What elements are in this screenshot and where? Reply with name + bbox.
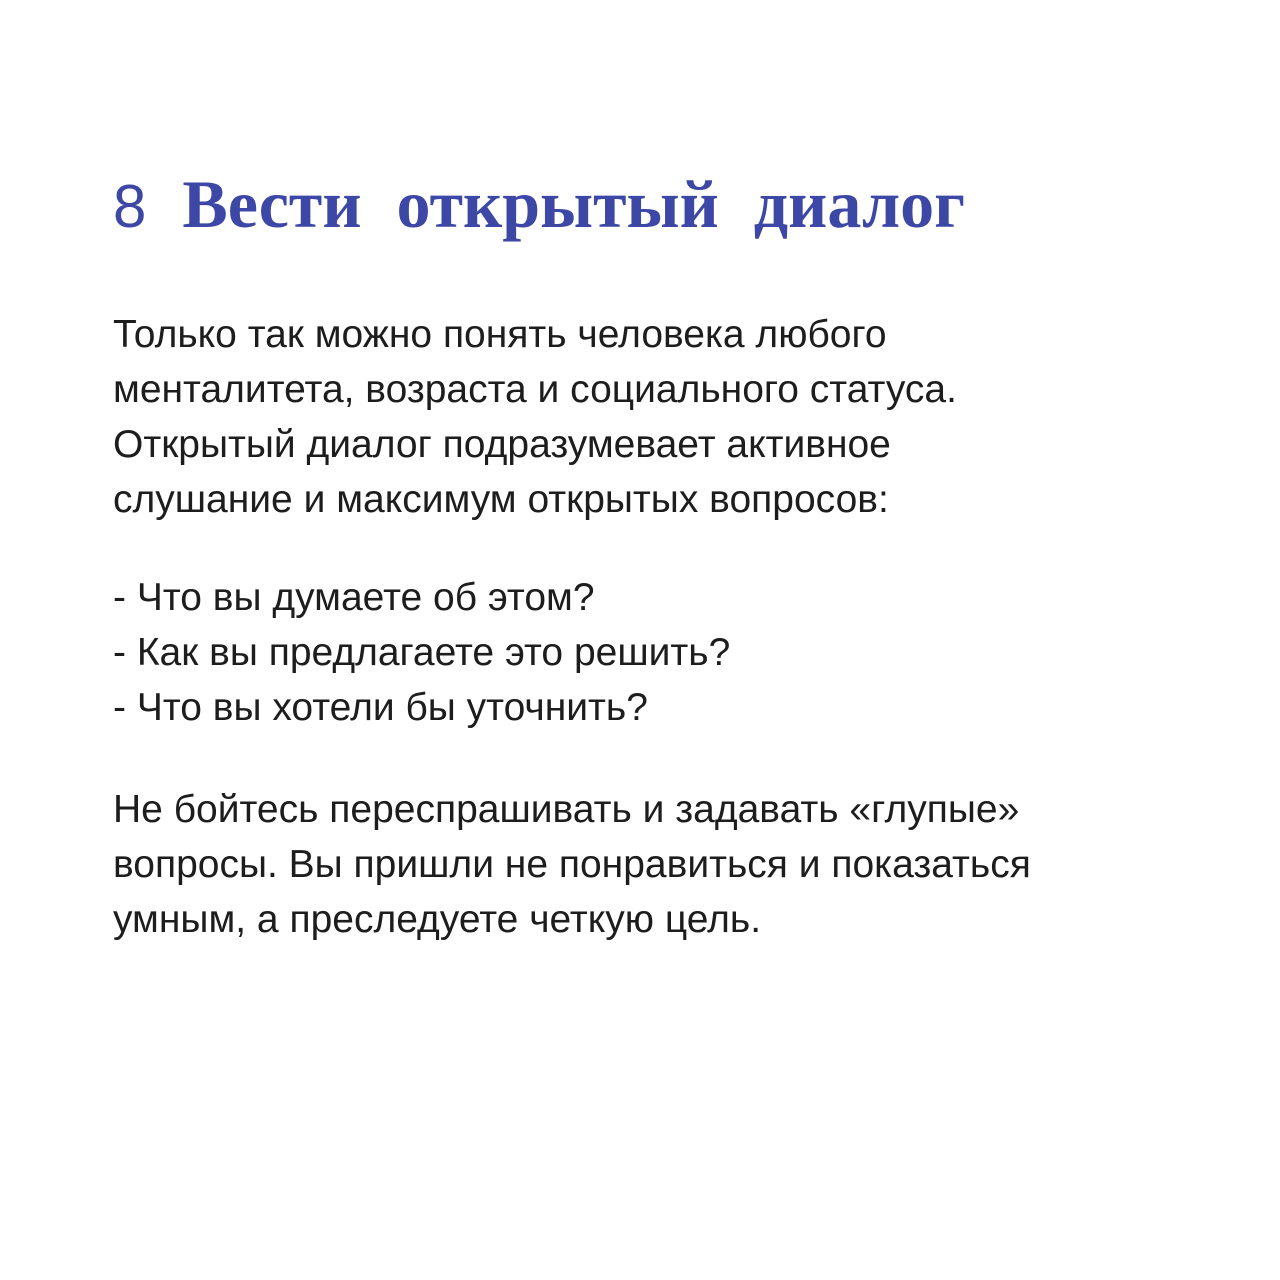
closing-line: Не бойтесь переспрашивать и задавать «глупые» [113,788,1020,831]
slide-title: Вести открытый диалог [182,166,965,242]
slide-number: 8 [113,173,147,240]
question-item: - Как вы предлагаете это решить? [113,631,731,674]
intro-line: Открытый диалог подразумевает активное [113,423,891,466]
closing-paragraph [113,782,1233,947]
closing-line: вопросы. Вы пришли не понравиться и показаться [113,843,1031,886]
intro-paragraph [113,307,1233,527]
intro-line: Только так можно понять человека любого [113,313,887,356]
question-item: - Что вы хотели бы уточнить? [113,686,648,729]
slide-heading [113,168,1213,252]
intro-line: менталитета, возраста и социального статуса. [113,368,957,411]
question-item: - Что вы думаете об этом? [113,576,595,619]
question-list [113,570,1233,735]
intro-line: слушание и максимум открытых вопросов: [113,478,889,521]
closing-line: умным, а преследуете четкую цель. [113,898,762,941]
